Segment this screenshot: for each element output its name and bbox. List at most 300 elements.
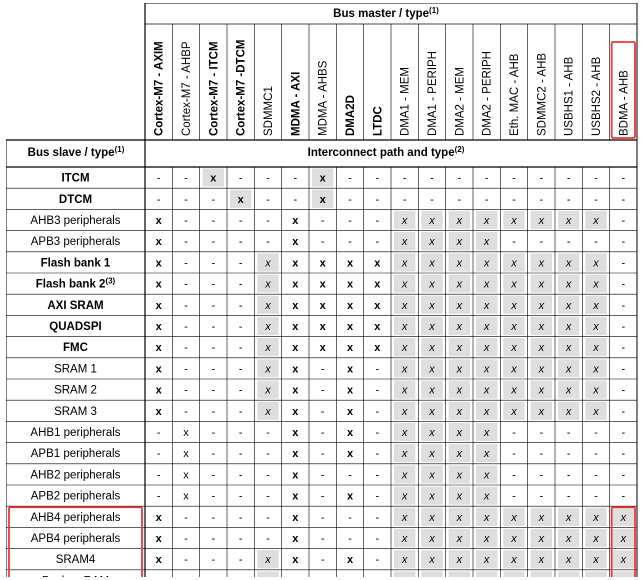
cell-value: x	[593, 342, 599, 355]
master-header-label: Eth. MAC - AHB	[509, 53, 521, 136]
cell-value: -	[320, 448, 325, 461]
cell-value	[321, 575, 325, 577]
cell-value: x	[456, 490, 463, 503]
cell-value: x	[456, 321, 463, 333]
cell-value: -	[266, 427, 270, 439]
cell-value	[456, 575, 463, 577]
cell-value: x	[401, 342, 408, 355]
cell-value: x	[429, 405, 435, 418]
cell-value: -	[238, 427, 243, 439]
cell-value: -	[430, 193, 434, 206]
slave-row-label: AHB2 peripherals	[30, 469, 121, 482]
cell-value: -	[621, 236, 626, 249]
cell-value: x	[155, 257, 162, 270]
cell-value: -	[184, 172, 188, 185]
cell-value: -	[621, 299, 626, 312]
cell-value: -	[539, 193, 544, 206]
cell-value: -	[238, 172, 243, 185]
cell-value: x	[456, 236, 463, 249]
cell-value: -	[184, 511, 188, 524]
cell-value: x	[593, 554, 599, 567]
cell-value: -	[375, 405, 380, 418]
cell-value: -	[512, 448, 516, 461]
cell-value: x	[319, 278, 326, 291]
cell-value: x	[593, 533, 599, 545]
cell-value: -	[238, 236, 243, 249]
cell-value: x	[319, 257, 326, 270]
cell-value: x	[511, 257, 517, 270]
cell-value: x	[374, 299, 381, 312]
master-header-label: SDMMC2 - AHB	[536, 52, 549, 136]
bus-slave-title-sup: (1)	[114, 145, 125, 154]
cell-value: -	[211, 342, 216, 355]
cell-value: -	[238, 257, 243, 270]
cell-value: x	[292, 533, 299, 545]
cell-value: x	[346, 299, 354, 312]
cell-value: x	[483, 342, 490, 355]
cell-value: x	[292, 427, 299, 439]
cell-value: x	[511, 554, 517, 567]
cell-value: x	[346, 278, 354, 291]
cell-value: x	[401, 511, 408, 524]
cell-value: x	[429, 554, 435, 567]
master-header-label: DMA1 - PERIPH	[427, 51, 439, 136]
cell-value: x	[346, 490, 354, 503]
bus-matrix-table	[6, 3, 638, 577]
cell-value: -	[512, 490, 516, 503]
cell-value: x	[456, 257, 463, 270]
cell-value: x	[511, 342, 517, 355]
cell-value: x	[292, 554, 299, 567]
cell-value: -	[184, 236, 188, 249]
cell-value: -	[211, 469, 216, 482]
cell-value: -	[320, 405, 325, 418]
cell-value: -	[566, 236, 571, 249]
master-header-label: LTDC	[372, 106, 385, 136]
cell-value: x	[374, 321, 381, 333]
cell-value: x	[483, 469, 490, 482]
cell-value: -	[375, 448, 380, 461]
cell-value: -	[211, 384, 216, 397]
slave-row-label: AHB1 peripherals	[30, 427, 121, 439]
cell-value: x	[483, 427, 490, 439]
master-header-label: SDMMC1	[263, 86, 275, 136]
cell-value	[483, 575, 490, 577]
cell-value: -	[266, 236, 270, 249]
cell-value: -	[320, 490, 325, 503]
cell-value: x	[593, 384, 599, 397]
cell-value: x	[265, 384, 271, 397]
cell-value: -	[320, 363, 325, 376]
cell-value: -	[184, 384, 188, 397]
cell-value: x	[401, 533, 408, 545]
cell-value: -	[238, 384, 243, 397]
cell-value: x	[183, 448, 189, 461]
slave-row-label: FMC	[63, 342, 88, 355]
cell-value: -	[238, 299, 243, 312]
cell-value: -	[375, 193, 380, 206]
cell-value	[292, 575, 299, 577]
cell-value: -	[211, 511, 216, 524]
cell-value: x	[538, 278, 545, 291]
master-header-label: USBHS1 - AHB	[563, 56, 576, 136]
cell-value: x	[456, 405, 463, 418]
cell-value: x	[346, 342, 354, 355]
cell-value: x	[401, 215, 408, 227]
master-headers	[154, 40, 631, 136]
cell-value: x	[565, 384, 572, 397]
slave-row-label: ITCM	[61, 172, 90, 185]
cell-value: x	[565, 511, 572, 524]
cell-value: x	[593, 299, 599, 312]
bus-master-title	[333, 6, 439, 20]
cell-value: x	[429, 257, 435, 270]
cell-value: x	[565, 554, 572, 567]
cell-value: x	[401, 363, 408, 376]
cell-value	[565, 575, 572, 577]
cell-value: x	[265, 278, 271, 291]
cell-value: -	[621, 215, 626, 227]
cell-value: x	[511, 321, 517, 333]
cell-value: -	[621, 172, 626, 185]
cell-value: x	[292, 342, 299, 355]
cell-value: -	[594, 469, 598, 482]
cell-value: x	[183, 469, 189, 482]
cell-value: -	[621, 193, 626, 206]
cell-value: -	[375, 172, 380, 185]
cell-value: x	[155, 384, 162, 397]
cell-value: x	[292, 469, 299, 482]
cell-value: x	[155, 405, 162, 418]
cell-value: -	[211, 363, 216, 376]
cell-value: x	[292, 278, 299, 291]
cell-value: -	[539, 236, 544, 249]
cell-value: -	[621, 278, 626, 291]
cell-value: x	[265, 321, 271, 333]
cell-value: x	[346, 405, 354, 418]
cell-value: -	[348, 193, 352, 206]
cell-value: x	[155, 363, 162, 376]
cell-value: -	[211, 215, 216, 227]
cell-value: x	[292, 257, 299, 270]
slave-row-label: AHB3 peripherals	[30, 215, 121, 227]
cell-value: -	[566, 469, 571, 482]
cell-value: x	[483, 533, 490, 545]
cell-value: x	[265, 257, 271, 270]
cell-value: x	[346, 363, 354, 376]
cell-value: x	[483, 299, 490, 312]
cell-value: -	[594, 193, 598, 206]
cell-value: x	[429, 299, 435, 312]
cell-value	[428, 575, 435, 577]
master-header-label: Cortex-M7 - ITCM	[208, 41, 221, 136]
cell-value: -	[457, 172, 462, 185]
cell-value: x	[292, 490, 299, 503]
cell-value: -	[457, 193, 462, 206]
cell-value: x	[538, 511, 545, 524]
slave-row-labels	[30, 173, 120, 577]
cell-value: -	[238, 490, 243, 503]
cell-value: x	[565, 363, 572, 376]
cell-value: -	[566, 193, 571, 206]
cell-value: -	[266, 448, 270, 461]
cell-value	[211, 575, 215, 577]
cell-value: -	[156, 172, 161, 185]
cell-value: x	[538, 299, 545, 312]
cell-value: x	[538, 384, 545, 397]
cell-value: -	[320, 554, 325, 567]
cell-value: x	[483, 511, 490, 524]
cell-value	[156, 575, 163, 577]
master-header-label: DMA1 - MEM	[399, 67, 412, 136]
cell-value: x	[456, 469, 463, 482]
cell-value: -	[238, 469, 243, 482]
cell-value: -	[621, 384, 626, 397]
cell-value: -	[621, 469, 626, 482]
cell-value: x	[456, 554, 463, 567]
cell-value: -	[375, 469, 380, 482]
cell-value: x	[429, 236, 435, 249]
cell-value: -	[375, 511, 380, 524]
cell-value: -	[320, 215, 325, 227]
cell-value: -	[430, 172, 434, 185]
cell-value: -	[621, 342, 626, 355]
cell-value: x	[319, 342, 326, 355]
cell-value: -	[621, 427, 626, 439]
cell-value: x	[511, 384, 517, 397]
cell-value: -	[402, 172, 407, 185]
cell-value: x	[155, 342, 162, 355]
cell-value: x	[401, 384, 408, 397]
cell-value	[184, 575, 188, 577]
cell-value: x	[401, 257, 408, 270]
cell-value: x	[538, 215, 545, 227]
cell-value: -	[184, 533, 188, 545]
cell-value: x	[456, 427, 463, 439]
cell-value	[347, 575, 354, 577]
master-header-label: BDMA - AHB	[618, 70, 631, 136]
cell-value: -	[402, 193, 407, 206]
cell-value: x	[620, 554, 627, 567]
cell-value: -	[320, 427, 325, 439]
master-header-label: Cortex-M7 -DTCM	[235, 39, 248, 136]
cell-value: -	[566, 490, 571, 503]
cell-value: x	[483, 236, 490, 249]
cell-value: x	[374, 342, 381, 355]
cell-value: -	[238, 321, 243, 333]
cell-value: x	[292, 299, 299, 312]
cell-value: -	[375, 236, 380, 249]
cell-value: x	[456, 363, 463, 376]
cell-value: x	[292, 511, 299, 524]
cell-value: x	[401, 405, 408, 418]
cell-value: -	[594, 172, 598, 185]
cell-value: -	[348, 511, 352, 524]
cell-value: x	[565, 321, 572, 333]
cell-value: -	[320, 236, 325, 249]
cell-value	[510, 575, 517, 577]
cell-value: -	[156, 193, 161, 206]
cell-value: -	[512, 469, 516, 482]
cell-value: -	[211, 278, 216, 291]
cell-value: x	[265, 363, 271, 376]
cell-value: -	[266, 172, 270, 185]
cell-value: x	[155, 511, 162, 524]
cell-value: x	[456, 215, 463, 227]
cell-value: x	[538, 554, 545, 567]
cell-value: x	[429, 533, 435, 545]
cell-value: x	[183, 427, 189, 439]
slave-row-label: APB2 peripherals	[30, 490, 121, 503]
cell-value: -	[184, 193, 188, 206]
cell-value: x	[155, 321, 162, 333]
cell-value: x	[538, 257, 545, 270]
cell-value: x	[401, 448, 408, 461]
bus-master-title-sup: (1)	[429, 6, 439, 15]
cell-value: -	[484, 193, 489, 206]
cell-value: x	[401, 299, 408, 312]
bus-slave-title-text: Bus slave / type	[27, 147, 115, 159]
slave-row-label: SRAM 3	[54, 405, 97, 418]
master-header-label: DMA2 - PERIPH	[481, 51, 494, 136]
cell-value: x	[593, 363, 599, 376]
cell-value: x	[593, 511, 599, 524]
cell-value: x	[292, 384, 299, 397]
cell-value: -	[184, 299, 188, 312]
cell-value: -	[375, 533, 380, 545]
cell-value: -	[211, 236, 216, 249]
cell-value: x	[483, 490, 490, 503]
cell-value: x	[292, 236, 299, 249]
cell-value: x	[565, 215, 572, 227]
cell-value: x	[593, 257, 599, 270]
cell-value: x	[456, 384, 463, 397]
cell-value: -	[375, 427, 380, 439]
cell-value: x	[483, 384, 490, 397]
cell-value: x	[511, 215, 517, 227]
cell-value: -	[512, 193, 516, 206]
master-header-label: MDMA - AXI	[290, 71, 303, 136]
cell-value: -	[484, 172, 489, 185]
cell-value: -	[266, 215, 270, 227]
cell-value: x	[593, 215, 599, 227]
cell-value: x	[429, 448, 435, 461]
cell-value: x	[483, 321, 490, 333]
slave-row-label: AXI SRAM	[47, 299, 104, 312]
cell-value: -	[375, 215, 380, 227]
slave-row-label: Flash bank 1	[40, 257, 111, 270]
cell-value: -	[348, 469, 352, 482]
cell-value: x	[565, 278, 572, 291]
cell-value: x	[429, 427, 435, 439]
cell-value: -	[539, 490, 544, 503]
cell-value: -	[621, 448, 626, 461]
cell-value: x	[483, 448, 490, 461]
cell-value: -	[211, 257, 216, 270]
cell-value: x	[183, 490, 189, 503]
cell-value: -	[238, 342, 243, 355]
slave-row-label: AHB4 peripherals	[30, 511, 121, 524]
cell-value: x	[292, 321, 299, 333]
cell-value: x	[429, 469, 435, 482]
cell-value: -	[184, 257, 188, 270]
cell-value: -	[238, 405, 243, 418]
cell-value: x	[265, 554, 271, 567]
master-header-label: Cortex-M7 - AXIM	[153, 41, 166, 136]
cell-value	[239, 575, 243, 577]
cell-value: -	[375, 363, 380, 376]
cell-value: x	[483, 257, 490, 270]
slave-row-label: APB3 peripherals	[30, 236, 121, 249]
cell-value: x	[429, 215, 435, 227]
cell-value: x	[292, 215, 299, 227]
cell-value: x	[429, 342, 435, 355]
cell-value: x	[456, 299, 463, 312]
cell-value: x	[346, 384, 354, 397]
slave-row-label: APB4 peripherals	[30, 533, 121, 545]
cell-value: x	[538, 533, 545, 545]
cell-value: x	[565, 342, 572, 355]
cell-value: -	[211, 405, 216, 418]
cell-value: -	[512, 236, 516, 249]
cell-value: x	[346, 257, 354, 270]
cell-value: -	[566, 427, 571, 439]
interconnect-title-sup: (2)	[454, 145, 465, 154]
cell-value: x	[565, 405, 572, 418]
cell-value: x	[538, 405, 545, 418]
cell-value: x	[292, 363, 299, 376]
cell-value: -	[211, 299, 216, 312]
cell-value: -	[184, 321, 188, 333]
cell-value: -	[320, 469, 325, 482]
cell-value: -	[512, 172, 516, 185]
slave-row-label: QUADSPI	[49, 321, 102, 333]
cell-value: x	[565, 299, 572, 312]
cell-value: x	[292, 448, 299, 461]
cell-value: -	[156, 427, 161, 439]
cell-value: x	[401, 321, 408, 333]
cell-value: x	[319, 299, 326, 312]
master-header-label: DMA2 - MEM	[454, 66, 467, 136]
cell-value: x	[483, 405, 490, 418]
cell-value: -	[566, 172, 571, 185]
cell-value: x	[346, 427, 354, 439]
cell-value: x	[319, 172, 326, 185]
cell-value: -	[238, 554, 243, 567]
cell-value: x	[456, 533, 463, 545]
cell-value: x	[593, 405, 599, 418]
cell-value: x	[483, 363, 490, 376]
slave-row-label: SRAM 2	[54, 384, 97, 397]
cell-value: x	[374, 257, 381, 270]
cell-value: x	[155, 533, 162, 545]
cell-value: x	[374, 278, 381, 291]
cell-value: -	[184, 405, 188, 418]
cell-value	[375, 575, 379, 577]
cell-value: -	[621, 490, 626, 503]
cell-value: x	[538, 342, 545, 355]
cell-value: x	[265, 342, 271, 355]
cell-value: x	[483, 554, 490, 567]
cell-value: x	[346, 554, 354, 567]
cell-value: x	[538, 363, 545, 376]
cell-value: x	[155, 299, 162, 312]
cell-value: -	[238, 363, 243, 376]
cell-value: -	[238, 215, 243, 227]
cell-value: -	[238, 533, 243, 545]
cell-value: -	[320, 533, 325, 545]
cell-value: x	[319, 193, 326, 206]
